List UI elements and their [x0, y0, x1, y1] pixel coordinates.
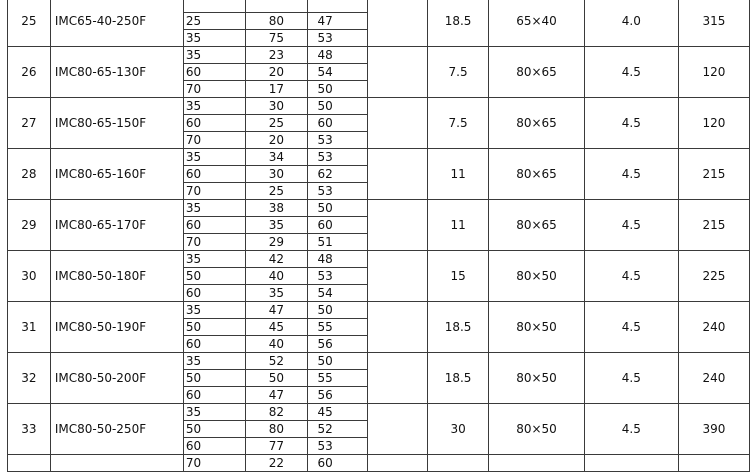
table-row: [8, 302, 750, 319]
head-cell: 20: [246, 64, 307, 81]
flow-cell: 35: [183, 302, 245, 319]
npsh-cell: 4.5: [584, 98, 678, 149]
motor-power-cell: 15: [427, 251, 488, 302]
row-number-cell: 33: [8, 404, 51, 455]
efficiency-cell: 53: [307, 438, 367, 455]
head-cell: 23: [246, 47, 307, 64]
port-size-cell: 80×50: [489, 251, 585, 302]
efficiency-cell: 50: [307, 98, 367, 115]
weight-cell: 315: [678, 0, 749, 47]
efficiency-cell: 50: [307, 81, 367, 98]
flow-cell: 70: [183, 132, 245, 149]
head-cell: 80: [246, 13, 307, 30]
model-cell: IMC65-40-250F: [50, 0, 183, 47]
flow-cell: [183, 0, 245, 13]
weight-cell: 215: [678, 200, 749, 251]
head-cell: 30: [246, 98, 307, 115]
row-number-cell: 25: [8, 0, 51, 47]
motor-power-cell: 30: [427, 404, 488, 455]
motor-power-cell: 11: [427, 149, 488, 200]
port-size-cell: 80×50: [489, 302, 585, 353]
table-row: [8, 353, 750, 370]
flow-cell: 60: [183, 387, 245, 404]
table-row: [8, 149, 750, 166]
head-cell: 40: [246, 268, 307, 285]
head-cell: 22: [246, 455, 307, 472]
flow-cell: 60: [183, 217, 245, 234]
efficiency-cell: 51: [307, 234, 367, 251]
head-cell: 47: [246, 302, 307, 319]
efficiency-cell: 60: [307, 455, 367, 472]
model-cell: IMC80-50-190F: [50, 302, 183, 353]
table-row: [8, 455, 750, 472]
weight-cell: 215: [678, 149, 749, 200]
head-cell: 75: [246, 30, 307, 47]
head-cell: 82: [246, 404, 307, 421]
head-cell: 25: [246, 115, 307, 132]
model-cell: IMC80-65-160F: [50, 149, 183, 200]
efficiency-cell: 60: [307, 217, 367, 234]
efficiency-cell: 50: [307, 200, 367, 217]
npsh-cell: 4.5: [584, 404, 678, 455]
npsh-cell: 4.5: [584, 251, 678, 302]
npsh-cell: 4.5: [584, 200, 678, 251]
blank-cell: [367, 47, 427, 98]
row-number-cell: 32: [8, 353, 51, 404]
row-number-cell: 31: [8, 302, 51, 353]
efficiency-cell: 56: [307, 387, 367, 404]
flow-cell: 60: [183, 64, 245, 81]
flow-cell: 50: [183, 268, 245, 285]
table-row: [8, 404, 750, 421]
motor-power-cell: 7.5: [427, 47, 488, 98]
row-number-cell: 29: [8, 200, 51, 251]
efficiency-cell: 55: [307, 319, 367, 336]
head-cell: 42: [246, 251, 307, 268]
blank-cell: [367, 302, 427, 353]
port-size-cell: 65×40: [489, 0, 585, 47]
flow-cell: 35: [183, 200, 245, 217]
weight-cell: 120: [678, 98, 749, 149]
head-cell: 25: [246, 183, 307, 200]
npsh-cell: 4.5: [584, 47, 678, 98]
blank-cell: [367, 353, 427, 404]
flow-cell: 70: [183, 234, 245, 251]
motor-power-cell: 18.5: [427, 0, 488, 47]
flow-cell: 70: [183, 455, 245, 472]
table-row: [8, 47, 750, 64]
efficiency-cell: 50: [307, 302, 367, 319]
efficiency-cell: 55: [307, 370, 367, 387]
table-row: [8, 251, 750, 268]
flow-cell: 60: [183, 285, 245, 302]
flow-cell: 50: [183, 319, 245, 336]
port-size-cell: 80×50: [489, 353, 585, 404]
blank-cell: [367, 200, 427, 251]
npsh-cell: 4.5: [584, 353, 678, 404]
head-cell: 77: [246, 438, 307, 455]
flow-cell: 35: [183, 149, 245, 166]
efficiency-cell: 47: [307, 13, 367, 30]
efficiency-cell: 56: [307, 336, 367, 353]
efficiency-cell: 53: [307, 268, 367, 285]
weight-cell: 225: [678, 251, 749, 302]
head-cell: 45: [246, 319, 307, 336]
flow-cell: 35: [183, 30, 245, 47]
port-size-cell: 80×65: [489, 47, 585, 98]
head-cell: 30: [246, 166, 307, 183]
weight-cell: 240: [678, 353, 749, 404]
port-size-cell: 80×65: [489, 200, 585, 251]
blank-cell: [367, 455, 427, 472]
head-cell: 35: [246, 285, 307, 302]
blank-cell: [367, 404, 427, 455]
efficiency-cell: 50: [307, 353, 367, 370]
row-number-cell: 27: [8, 98, 51, 149]
efficiency-cell: 62: [307, 166, 367, 183]
blank-cell: [367, 98, 427, 149]
head-cell: 47: [246, 387, 307, 404]
head-cell: 38: [246, 200, 307, 217]
table-row: [8, 98, 750, 115]
efficiency-cell: 53: [307, 183, 367, 200]
efficiency-cell: 60: [307, 115, 367, 132]
table-row: [8, 200, 750, 217]
head-cell: 50: [246, 370, 307, 387]
flow-cell: 35: [183, 47, 245, 64]
motor-power-cell: 11: [427, 200, 488, 251]
head-cell: 80: [246, 421, 307, 438]
flow-cell: 60: [183, 166, 245, 183]
head-cell: [246, 0, 307, 13]
efficiency-cell: 54: [307, 285, 367, 302]
blank-cell: [367, 0, 427, 47]
blank-cell: [489, 455, 585, 472]
port-size-cell: 80×50: [489, 404, 585, 455]
flow-cell: 60: [183, 115, 245, 132]
port-size-cell: 80×65: [489, 98, 585, 149]
head-cell: 17: [246, 81, 307, 98]
model-cell: IMC80-50-200F: [50, 353, 183, 404]
efficiency-cell: 53: [307, 132, 367, 149]
flow-cell: 25: [183, 13, 245, 30]
efficiency-cell: 45: [307, 404, 367, 421]
row-number-cell: 28: [8, 149, 51, 200]
head-cell: 52: [246, 353, 307, 370]
blank-cell: [367, 149, 427, 200]
model-cell: IMC80-50-250F: [50, 404, 183, 455]
head-cell: 20: [246, 132, 307, 149]
flow-cell: 50: [183, 370, 245, 387]
flow-cell: 50: [183, 421, 245, 438]
blank-cell: [678, 455, 749, 472]
head-cell: 34: [246, 149, 307, 166]
blank-cell: [367, 251, 427, 302]
efficiency-cell: 52: [307, 421, 367, 438]
flow-cell: 70: [183, 183, 245, 200]
efficiency-cell: [307, 0, 367, 13]
flow-cell: 35: [183, 404, 245, 421]
efficiency-cell: 48: [307, 251, 367, 268]
flow-cell: 35: [183, 251, 245, 268]
pump-spec-table: [7, 0, 750, 472]
model-cell: [50, 455, 183, 472]
head-cell: 35: [246, 217, 307, 234]
npsh-cell: 4.0: [584, 0, 678, 47]
motor-power-cell: 7.5: [427, 98, 488, 149]
flow-cell: 35: [183, 353, 245, 370]
flow-cell: 70: [183, 81, 245, 98]
flow-cell: 35: [183, 98, 245, 115]
efficiency-cell: 48: [307, 47, 367, 64]
model-cell: IMC80-65-170F: [50, 200, 183, 251]
model-cell: IMC80-50-180F: [50, 251, 183, 302]
weight-cell: 390: [678, 404, 749, 455]
motor-power-cell: 18.5: [427, 353, 488, 404]
npsh-cell: 4.5: [584, 149, 678, 200]
motor-power-cell: 18.5: [427, 302, 488, 353]
head-cell: 40: [246, 336, 307, 353]
npsh-cell: 4.5: [584, 302, 678, 353]
efficiency-cell: 54: [307, 64, 367, 81]
blank-cell: [584, 455, 678, 472]
weight-cell: 120: [678, 47, 749, 98]
efficiency-cell: 53: [307, 30, 367, 47]
model-cell: IMC80-65-130F: [50, 47, 183, 98]
row-number-cell: 26: [8, 47, 51, 98]
port-size-cell: 80×65: [489, 149, 585, 200]
row-number-cell: [8, 455, 51, 472]
blank-cell: [427, 455, 488, 472]
row-number-cell: 30: [8, 251, 51, 302]
model-cell: IMC80-65-150F: [50, 98, 183, 149]
table-row: [8, 0, 750, 13]
efficiency-cell: 53: [307, 149, 367, 166]
head-cell: 29: [246, 234, 307, 251]
flow-cell: 60: [183, 438, 245, 455]
flow-cell: 60: [183, 336, 245, 353]
weight-cell: 240: [678, 302, 749, 353]
